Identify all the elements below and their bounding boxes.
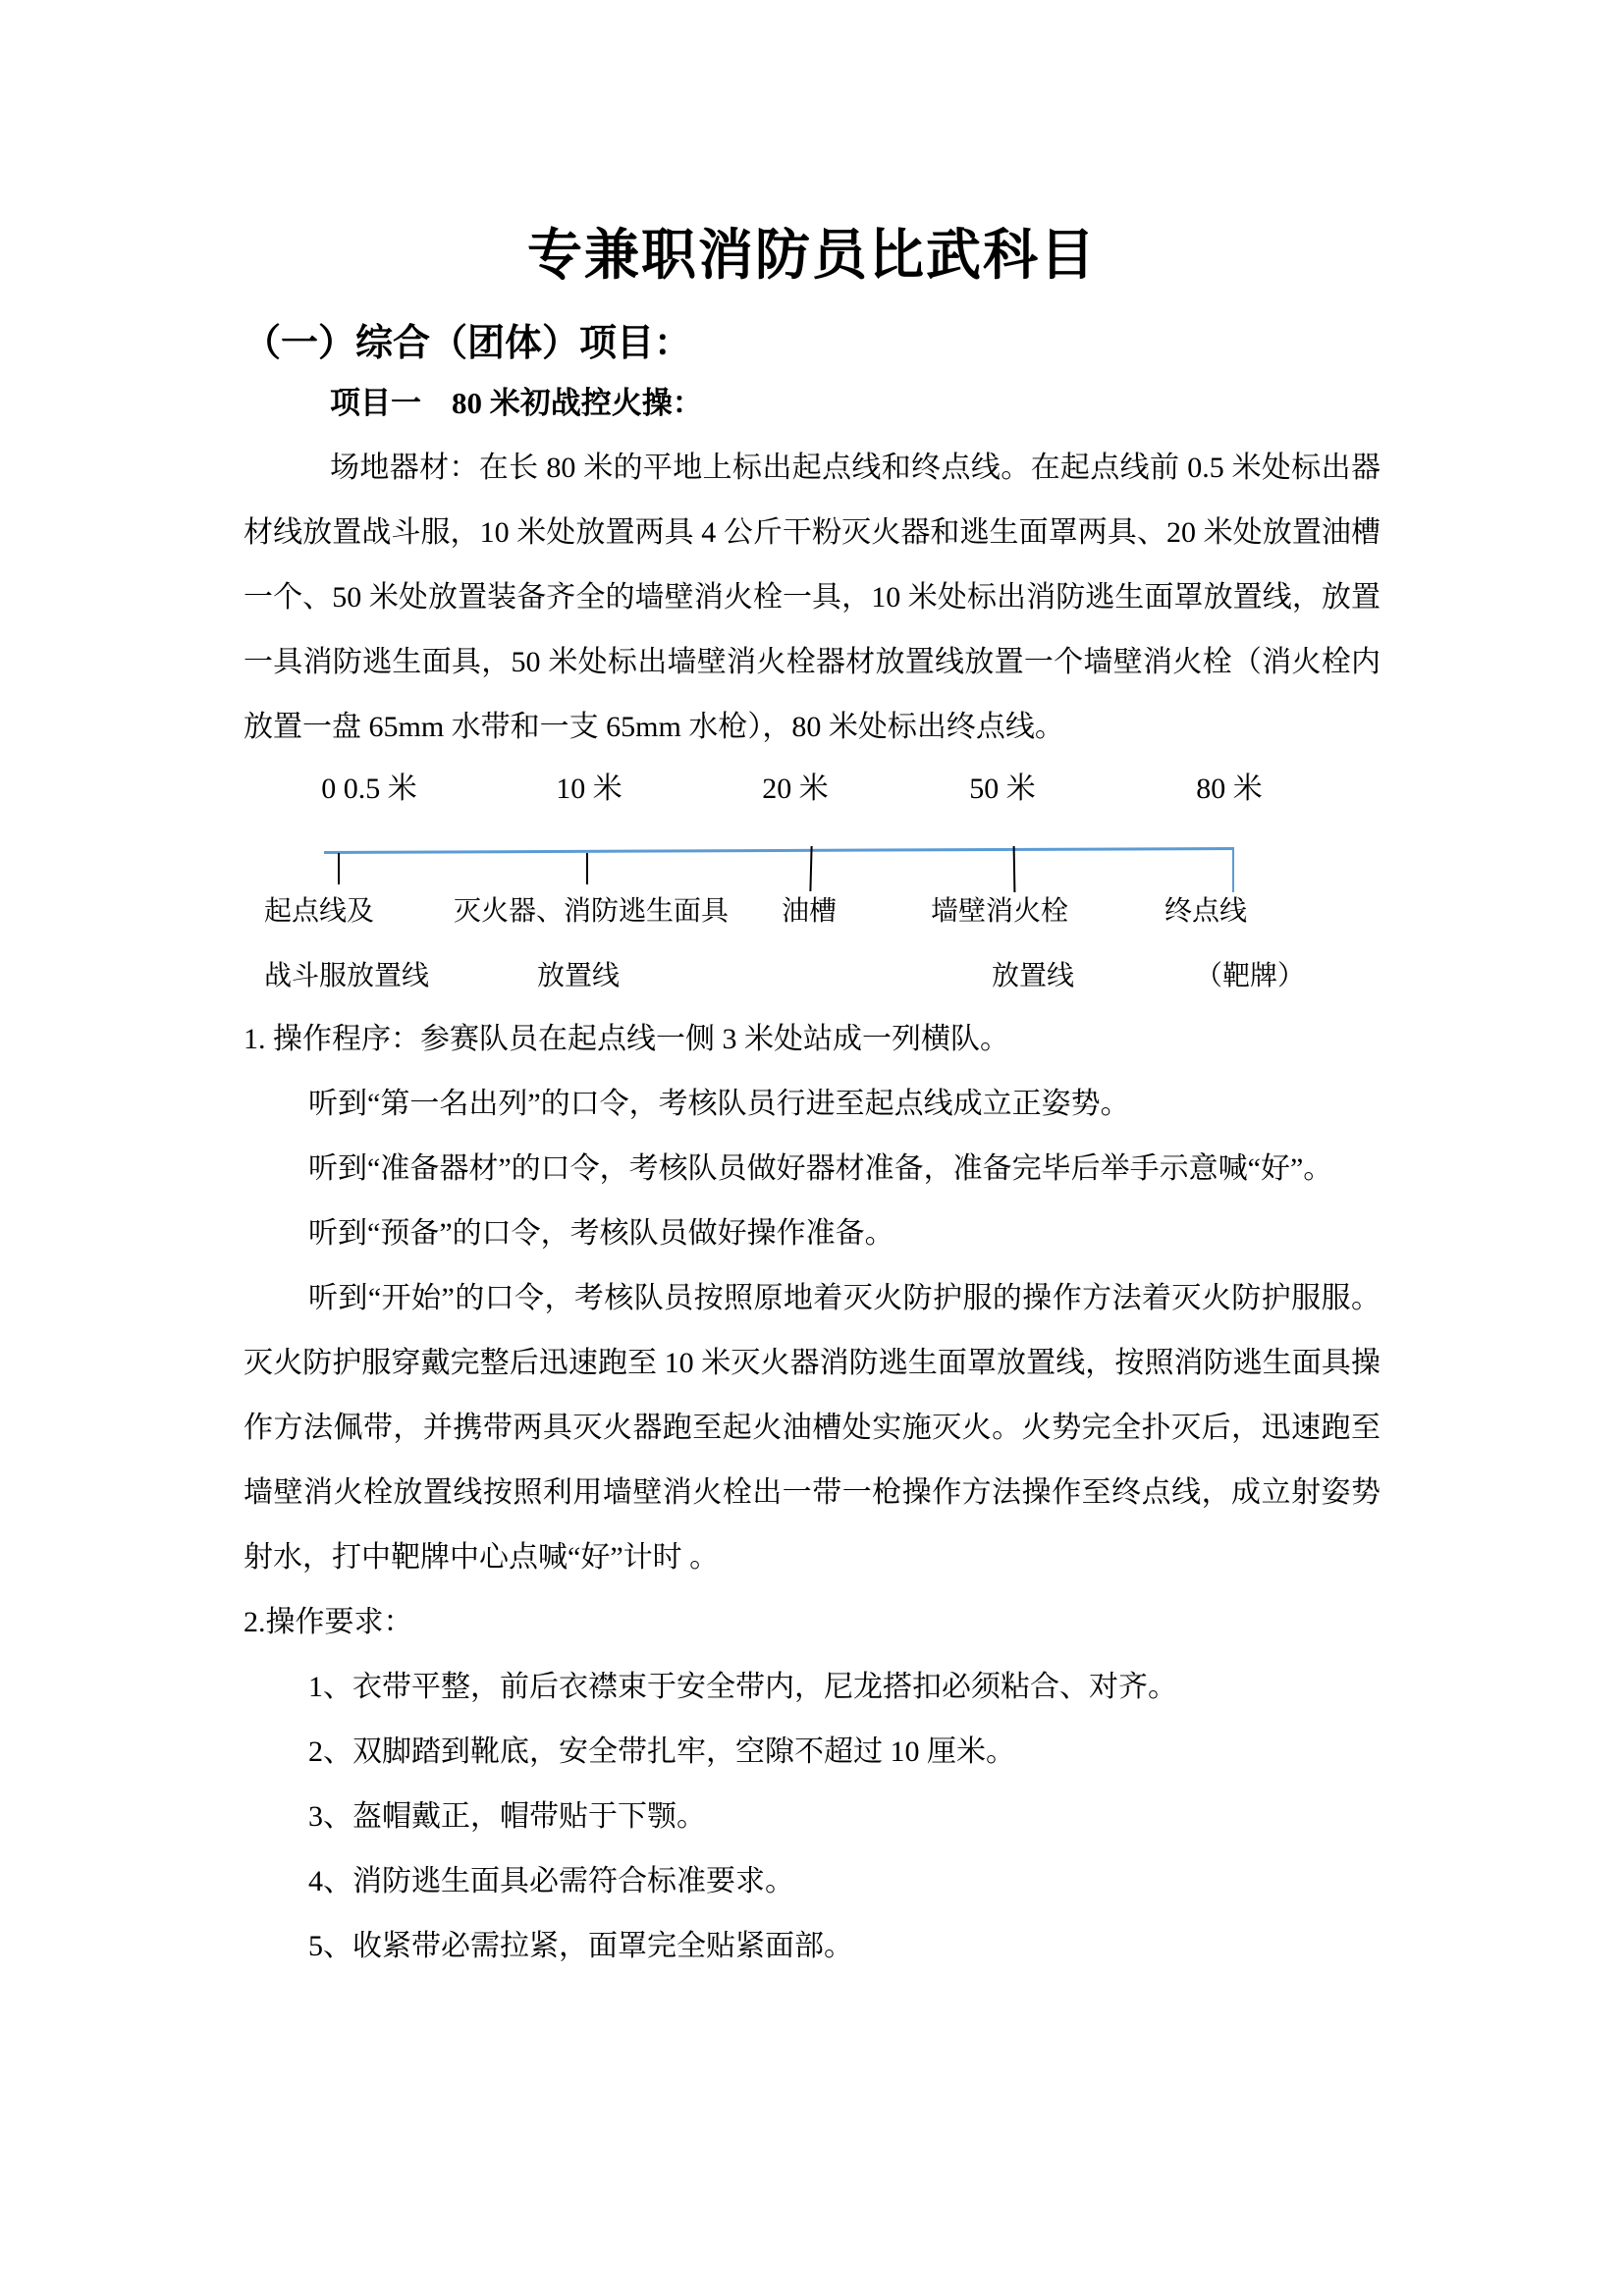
- station-start-line-label-2: 战斗服放置线: [264, 961, 430, 991]
- course-layout-diagram: [244, 760, 1380, 1007]
- station-start-line-label: 起点线及: [264, 896, 375, 927]
- finish-line-vertical: [1232, 849, 1234, 892]
- document-title: 专兼职消防员比武科目: [527, 226, 1097, 287]
- course-axis-line: [324, 847, 1234, 854]
- station-wall-hydrant-label: 墙壁消火栓: [931, 896, 1069, 927]
- station-extinguisher-mask-label: 灭火器、消防逃生面具: [454, 896, 730, 927]
- section-heading: （一）综合（团体）项目：: [244, 323, 692, 364]
- procedure-paragraph: 听到“第一名出列”的口令，考核队员行进至起点线成立正姿势。: [308, 1088, 1130, 1120]
- requirement-item: 4、消防逃生面具必需符合标准要求。: [308, 1865, 794, 1897]
- tick-start-line: [338, 853, 340, 884]
- station-wall-hydrant-label-2: 放置线: [992, 961, 1075, 991]
- distance-label-10m: 10 米: [556, 773, 623, 805]
- requirement-item: 2、双脚踏到靴底，安全带扎牢，空隙不超过 10 厘米。: [308, 1735, 1015, 1768]
- station-finish-line-label-2: （靶牌）: [1195, 961, 1306, 991]
- distance-label-80m: 80 米: [1196, 773, 1263, 805]
- requirement-item: 1、衣带平整，前后衣襟束于安全带内，尼龙搭扣必须粘合、对齐。: [308, 1671, 1177, 1703]
- station-extinguisher-mask-label-2: 放置线: [537, 961, 621, 991]
- distance-label-20m: 20 米: [762, 773, 829, 805]
- requirement-item: 5、收紧带必需拉紧，面罩完全贴紧面部。: [308, 1930, 853, 1962]
- procedure-paragraph: 听到“准备器材”的口令，考核队员做好器材准备，准备完毕后举手示意喊“好”。: [308, 1152, 1333, 1185]
- tick-oil-trough: [809, 846, 812, 891]
- procedure-paragraph: 听到“开始”的口令，考核队员按照原地着灭火防护服的操作方法着灭火防护服服。灭火防护服穿戴完整后迅速跑至 10 米灭火器消防逃生面罩放置线，按照消防逃生面具操作方法佩带，并携带两具灭火器跑至起火油槽处实施灭火。火势完全扑灭后，迅速跑至墙壁消火栓放置线按照利用墙壁消火栓出一带一枪操作方法操作至终点线，成立射姿势射水，打中靶牌中心点喊“好”计时 。: [244, 1282, 1380, 1574]
- distance-label-50m: 50 米: [969, 773, 1036, 805]
- distance-label-0-0_5m: 0 0.5 米: [321, 773, 417, 805]
- station-oil-trough-label: 油槽: [782, 896, 838, 927]
- tick-extinguisher-line: [586, 853, 588, 884]
- requirement-item: 3、盔帽戴正，帽带贴于下颚。: [308, 1800, 706, 1833]
- procedure-heading: 1. 操作程序：参赛队员在起点线一侧 3 米处站成一列横队。: [244, 1023, 1009, 1055]
- tick-wall-hydrant: [1013, 846, 1016, 892]
- station-finish-line-label: 终点线: [1164, 896, 1248, 927]
- procedure-paragraph: 听到“预备”的口令，考核队员做好操作准备。: [308, 1217, 894, 1250]
- requirements-heading: 2.操作要求：: [244, 1606, 413, 1638]
- subsection-heading: 项目一 80 米初战控火操：: [330, 386, 703, 420]
- equipment-paragraph: 场地器材：在长 80 米的平地上标出起点线和终点线。在起点线前 0.5 米处标出器材线放置战斗服，10 米处放置两具 4 公斤干粉灭火器和逃生面罩两具、20 米处放置油槽一个、50 米处放置装备齐全的墙壁消火栓一具，10 米处标出消防逃生面罩放置线，放置一具消防逃生面具，50 米处标出墙壁消火栓器材放置线放置一个墙壁消火栓（消火栓内放置一盘 65mm 水带和一支 65mm 水枪），80 米处标出终点线。: [244, 452, 1380, 743]
